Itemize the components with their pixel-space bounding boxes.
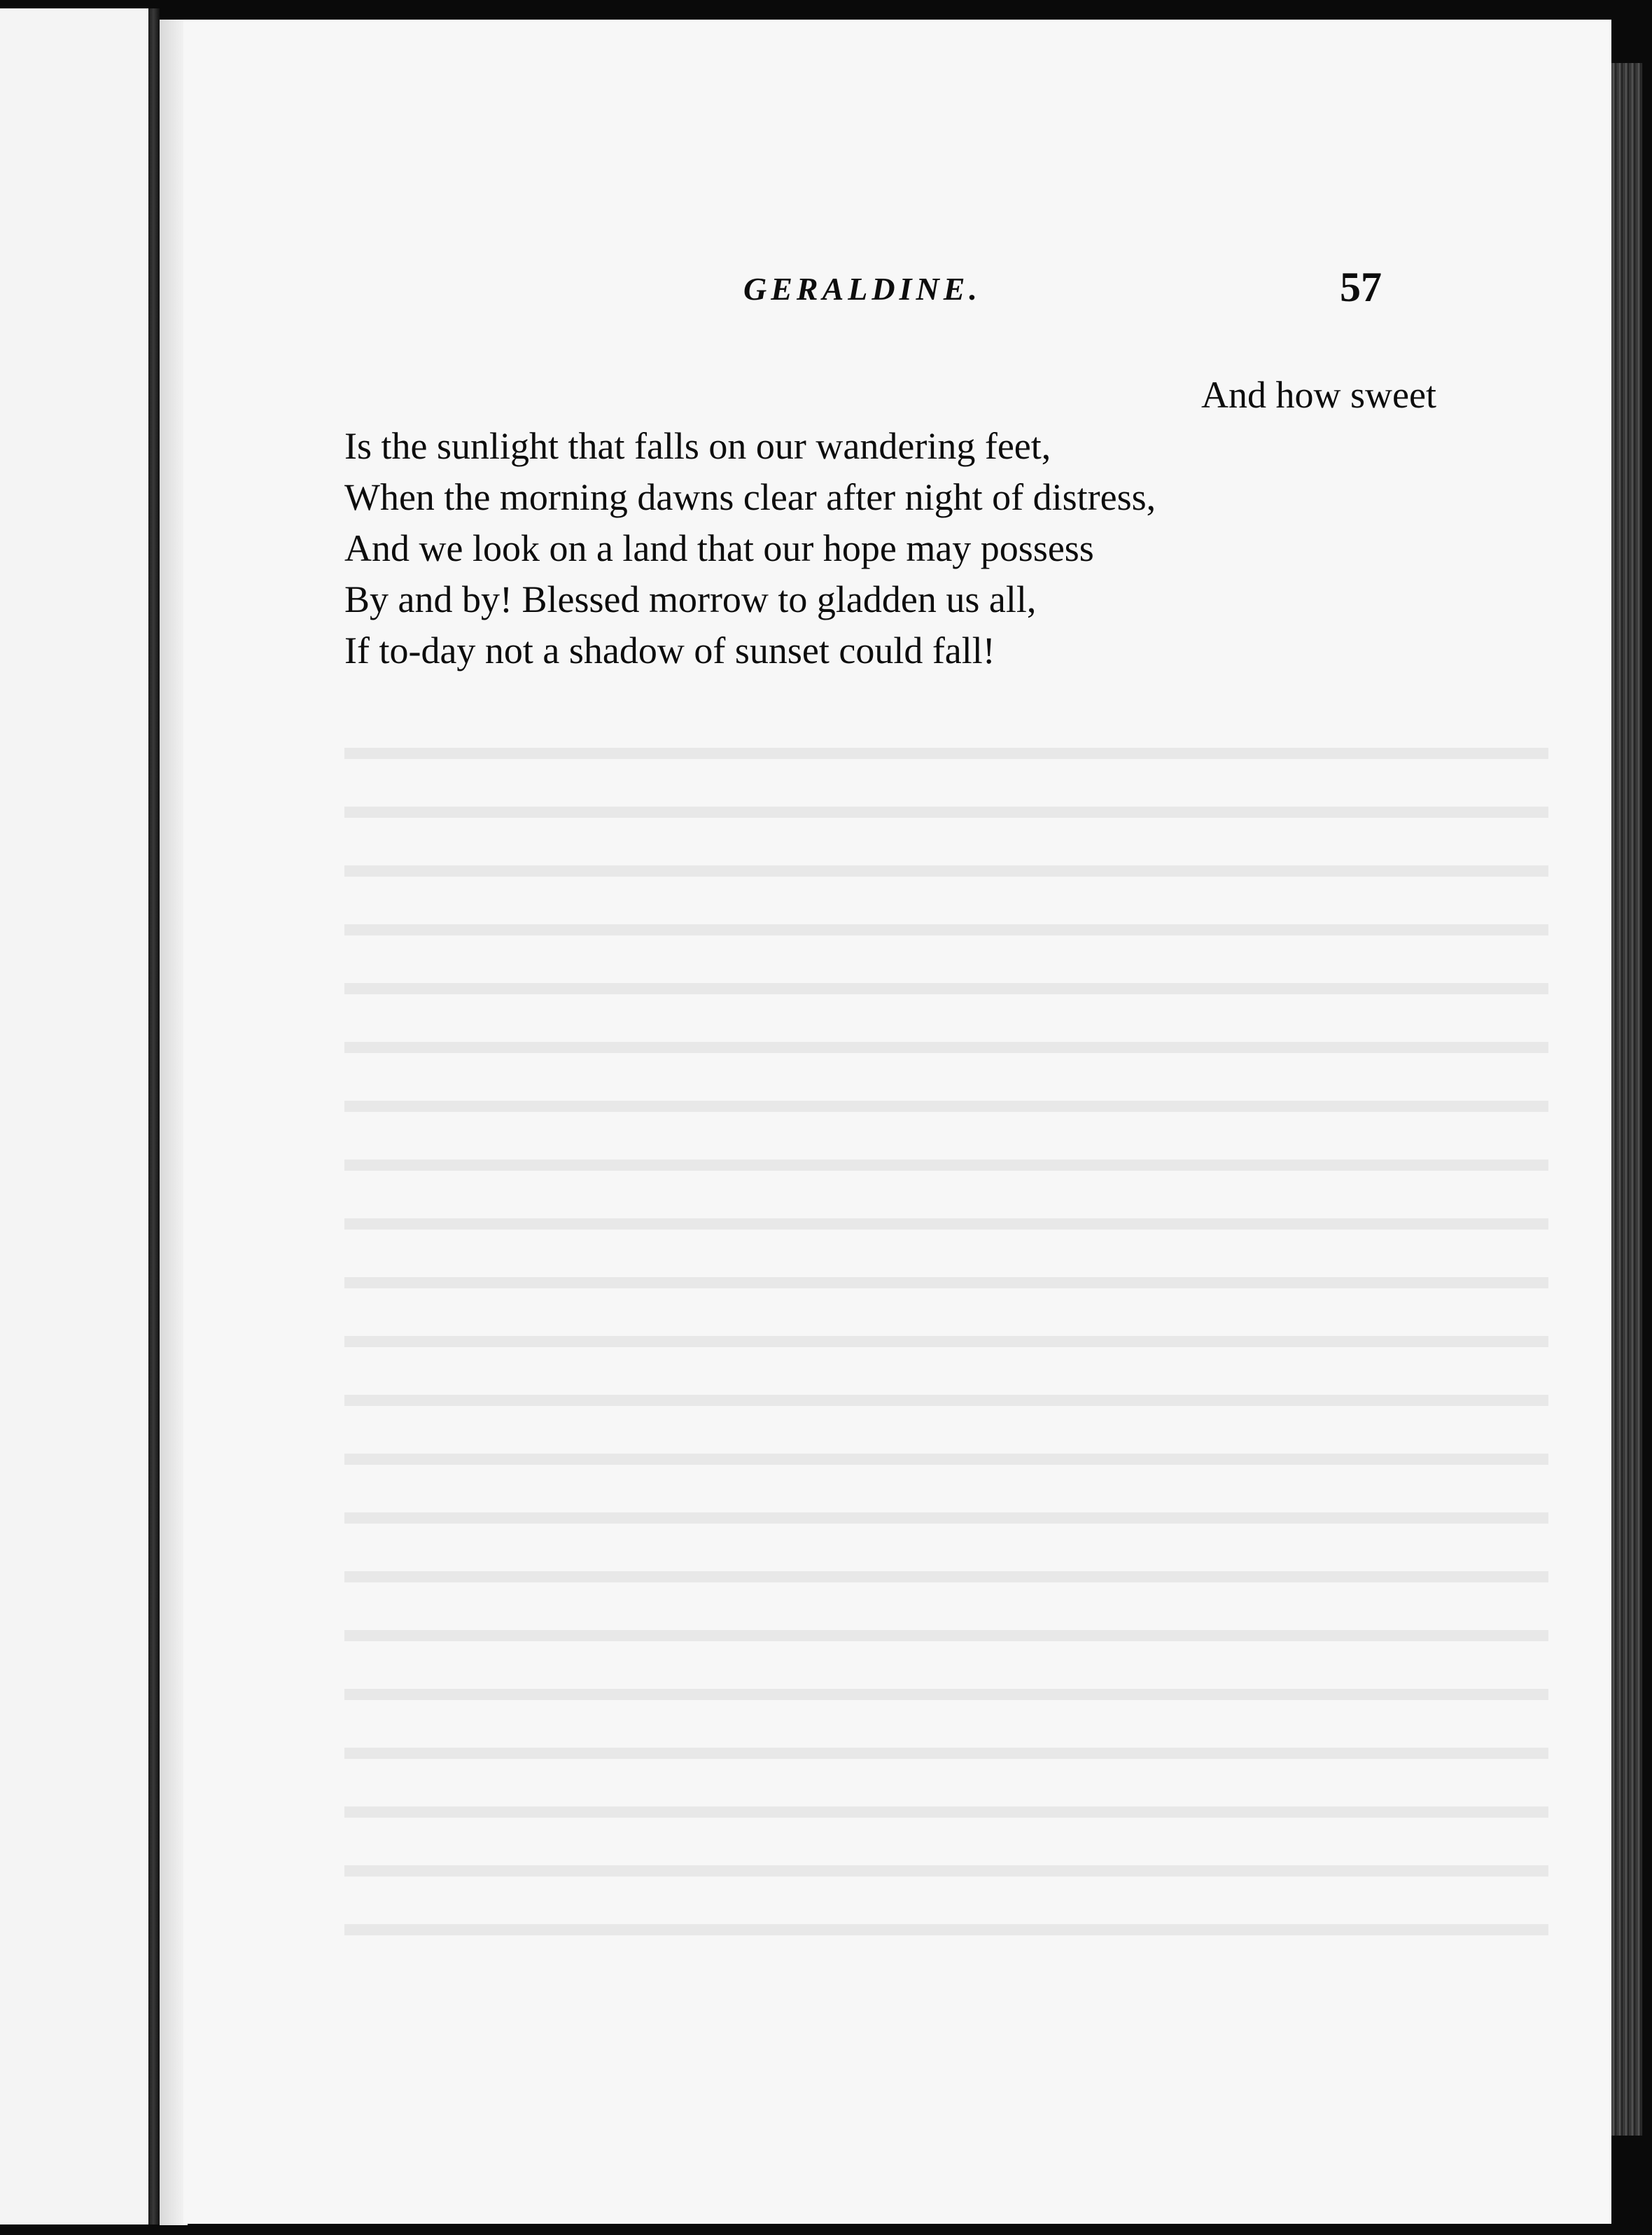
page-number: 57: [1340, 264, 1382, 310]
poem-line: Is the sunlight that falls on our wandering feet,: [344, 425, 1051, 467]
poem-line: And we look on a land that our hope may possess: [344, 527, 1094, 569]
book-gutter: [148, 8, 160, 2224]
page-block-edge: [1611, 63, 1642, 2136]
poem-line: When the morning dawns clear after night of distress,: [344, 476, 1156, 518]
book-page: [183, 20, 1611, 2224]
poem-line: If to-day not a shadow of sunset could fall!: [344, 629, 995, 671]
bleed-through-shadow: [344, 720, 1548, 1945]
running-head: GERALDINE.: [743, 271, 981, 307]
poem-line: By and by! Blessed morrow to gladden us all,: [344, 578, 1037, 620]
left-facing-page: [0, 8, 148, 2224]
poem-text: [344, 370, 1436, 676]
page-header: [183, 263, 1611, 319]
poem-line: And how sweet: [1201, 374, 1436, 416]
